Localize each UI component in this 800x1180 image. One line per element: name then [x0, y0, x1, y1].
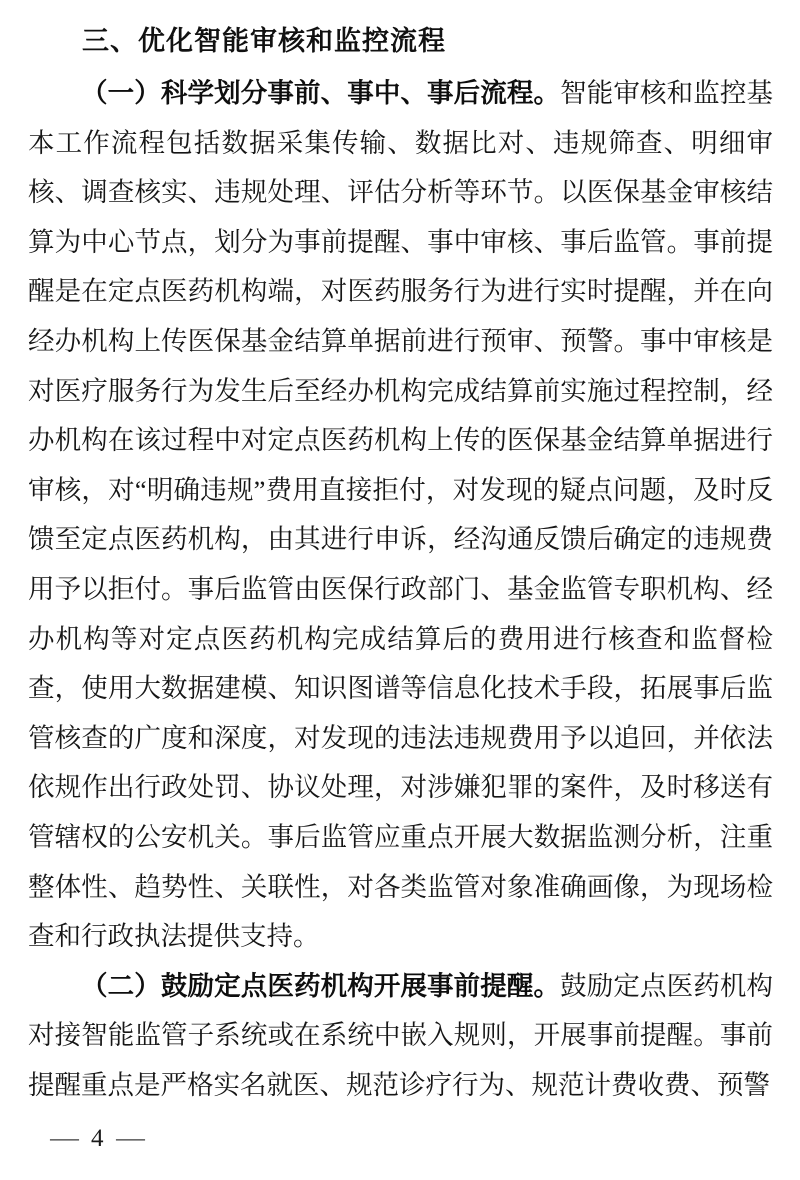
- page-footer: [52, 1124, 143, 1154]
- paragraph-lead: （二）鼓励定点医药机构开展事前提醒。: [81, 970, 561, 1001]
- paragraph-lead: （一）科学划分事前、事中、事后流程。: [81, 78, 561, 108]
- paragraph: [28, 69, 773, 962]
- footer-left-dash: —: [50, 1125, 79, 1152]
- section-heading: 三、优化智能审核和监控流程: [82, 26, 446, 56]
- paragraph-text: 鼓励定点医药机构对接智能监管子系统或在系统中嵌入规则，开展事前提醒。事前提醒重点是严格实名就医、规范诊疗行为、规范计费收费、预警: [28, 970, 774, 1100]
- paragraph: [28, 962, 773, 1111]
- paragraph-text: 智能审核和监控基本工作流程包括数据采集传输、数据比对、违规筛查、明细审核、调查核实、违规处理、评估分析等环节。以医保基金审核结算为中心节点，划分为事前提醒、事中审核、事后监管。事前提醒是在定点医药机构端，对医药服务行为进行实时提醒，并在向经办机构上传医保基金结算单据前进行预审、预警。事中审核是对医疗服务行为发生后至经办机构完成结算前实施过程控制，经办机构在该过程中对定点医药机构上传的医保基金结算单据进行审核，对“明确违规”费用直接拒付，对发现的疑点问题，及时反馈至定点医药机构，由其进行申诉，经沟通反馈后确定的违规费用予以拒付。事后监管由医保行政部门、基金监管专职机构、经办机构等对定点医药机构完成结算后的费用进行核查和监督检查，使用大数据建模、知识图谱等信息化技术手段，拓展事后监管核查的广度和深度，对发现的违法违规费用予以追回，并依法依规作出行政处罚、协议处理，对涉嫌犯罪的案件，及时移送有管辖权的公安机关。事后监管应重点开展大数据监测分析，注重整体性、趋势性、关联性，对各类监管对象准确画像，为现场检查和行政执法提供支持。: [28, 78, 774, 952]
- footer-right-dash: —: [115, 1125, 145, 1152]
- page-number: 4: [91, 1125, 104, 1152]
- document-body: [28, 69, 773, 1110]
